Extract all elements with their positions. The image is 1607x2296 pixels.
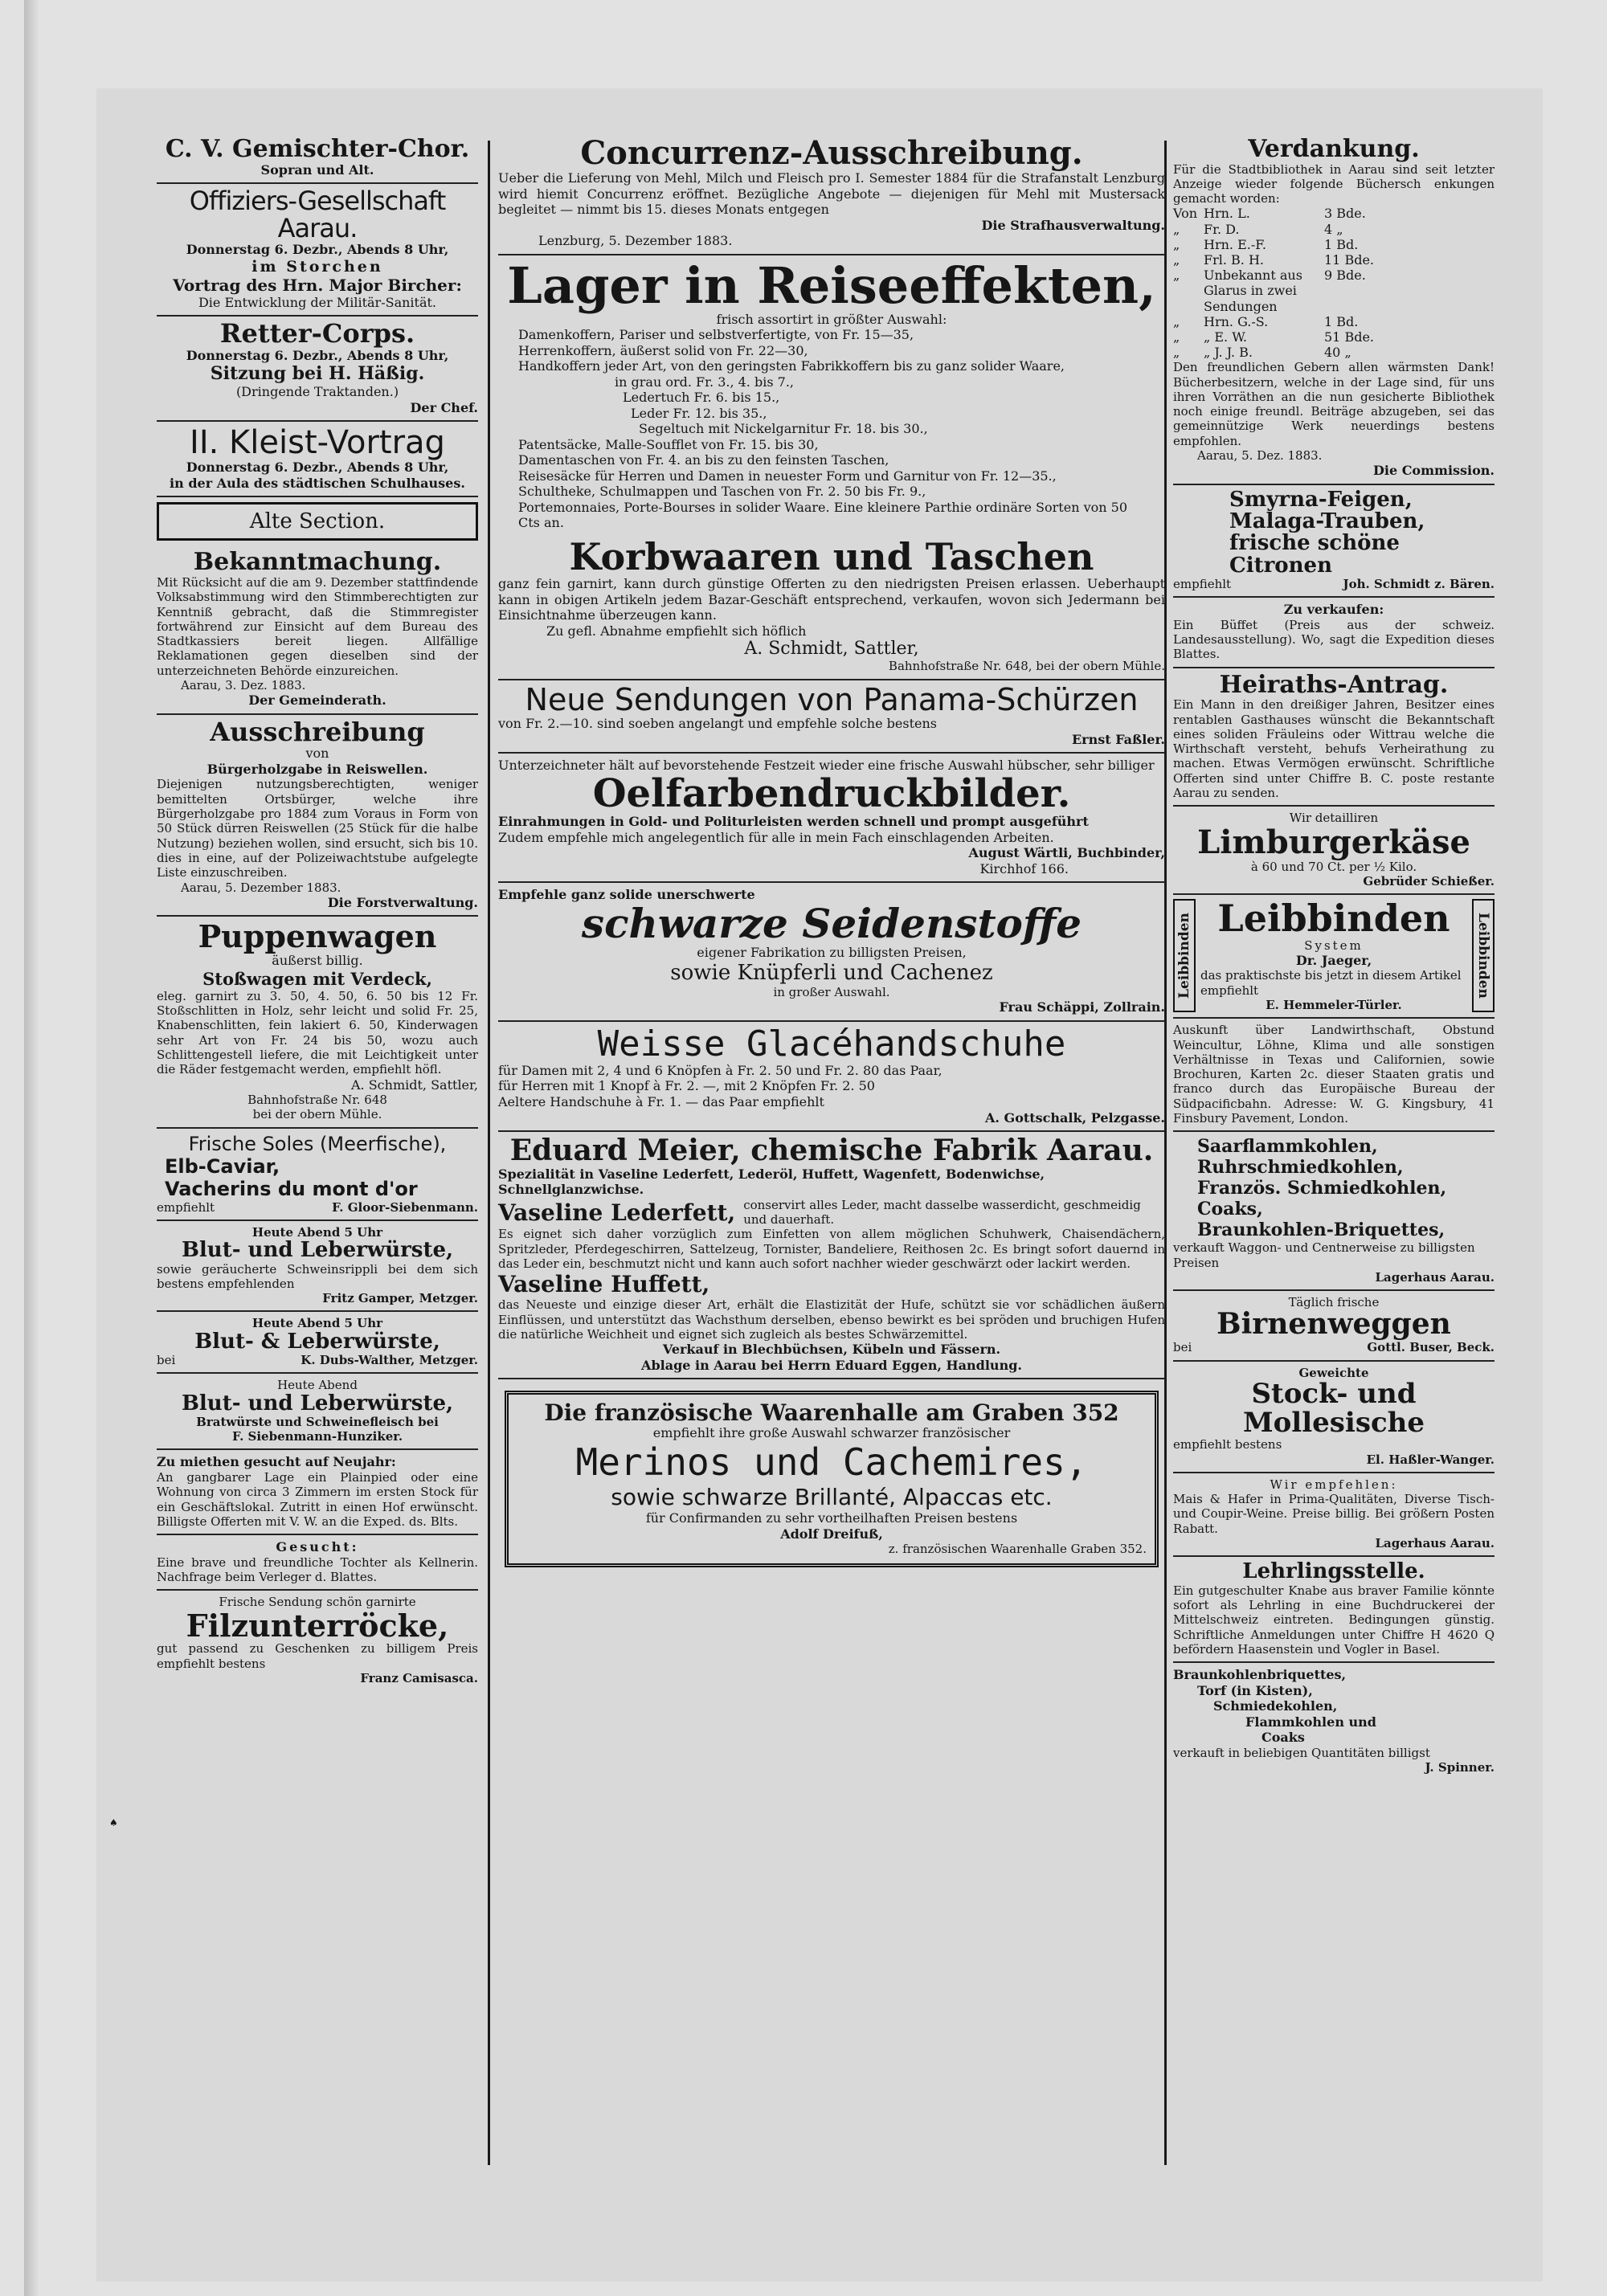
- ad-heirath: [1173, 668, 1495, 807]
- ad-title: Offiziers-Gesellschaft Aarau.: [189, 186, 446, 243]
- ad-line: Schultheke, Schulmappen und Taschen von Fr. 2. 50 bis Fr. 9.,: [518, 484, 926, 500]
- donation-count: 51 Bde.: [1324, 329, 1374, 345]
- ad-frische-soles: [157, 1129, 478, 1221]
- ad-title: Blut- & Leberwürste,: [194, 1329, 440, 1354]
- ad-title: Zu verkaufen:: [1283, 602, 1384, 618]
- ad-line: sowie Knüpferli und Cachenez: [670, 960, 993, 985]
- ad-title: Concurrenz-Ausschreibung.: [580, 134, 1083, 172]
- donation-prefix: „: [1173, 268, 1180, 284]
- donation-prefix: „: [1173, 345, 1180, 361]
- ad-line: Donnerstag 6. Dezbr., Abends 8 Uhr,: [186, 347, 449, 363]
- ad-title: Leibbinden: [1217, 897, 1450, 941]
- column-rule-left: [488, 141, 490, 2165]
- ad-line: Smyrna-Feigen,: [1229, 487, 1413, 512]
- ad-glacehandschuhe: [498, 1022, 1165, 1132]
- ad-line: Frische Soles (Meerfische),: [188, 1132, 447, 1155]
- ad-title: Heiraths-Antrag.: [1219, 670, 1449, 699]
- ad-line: Braunkohlen-Briquettes,: [1197, 1219, 1445, 1241]
- ad-braunkohlen: [1173, 1663, 1495, 1779]
- donation-count: 3 Bde.: [1324, 206, 1366, 222]
- ad-line: empfiehlt: [157, 1199, 215, 1215]
- ad-signature: El. Haßler-Wanger.: [1366, 1452, 1495, 1467]
- ad-text: Ein Mann in den dreißiger Jahren, Besitzer eines rentablen Gasthauses wünscht die Bekanntschaft eines soliden Fräuleins oder Wittrau welche die Wirthschaft versteht, behufs Verheirathung zu machen. Etwas Vermögen erwünscht. Schriftliche Offerten sind unter Chiffre B. C. poste restante Aarau zu senden.: [1173, 697, 1495, 801]
- donation-donor: Hrn. L.: [1204, 206, 1250, 222]
- ad-address: Kirchhof 166.: [979, 860, 1069, 876]
- donation-prefix: „: [1173, 236, 1180, 252]
- ad-text: eleg. garnirt zu 3. 50, 4. 50, 6. 50 bis 12 Fr. Stoßschlitten in Holz, sehr leicht und solid Fr. 25, Knabenschlitten, fein lakiert 6. 50, Kinderwagen sehr Art von Fr. 24 bis 50, wozu auch Schlittengestell liefere, die mit Leichtigkeit unter die Räder festgemacht werden, empfiehlt höfl.: [157, 988, 478, 1077]
- ad-signature: Die Forstverwaltung.: [327, 894, 478, 910]
- donation-row: [1173, 237, 1495, 252]
- donation-donor: Unbekannt aus Glarus in zwei Sendungen: [1204, 268, 1302, 314]
- ad-line: Heute Abend: [277, 1378, 358, 1393]
- ad-address: z. französischen Waarenhalle Graben 352.: [888, 1542, 1147, 1557]
- ad-signature: Lagerhaus Aarau.: [1375, 1269, 1495, 1285]
- ad-line: à 60 und 70 Ct. per ½ Kilo.: [1250, 859, 1417, 874]
- donation-prefix: „: [1173, 221, 1180, 237]
- ad-line: Herrenkoffern, äußerst solid von Fr. 22—30,: [518, 342, 808, 358]
- ad-subtitle: Vaseline Lederfett,: [498, 1199, 736, 1226]
- ad-subtitle: Vaseline Huffett,: [498, 1271, 710, 1298]
- ad-line: Heute Abend 5 Uhr: [251, 1316, 383, 1331]
- ad-birnenweggen: [1173, 1291, 1495, 1361]
- donation-row: [1173, 268, 1495, 314]
- ad-line: Vacherins du mont d'or: [165, 1177, 418, 1200]
- ad-line: in grau ord. Fr. 3., 4. bis 7.,: [615, 374, 794, 390]
- ad-line: in großer Auswahl.: [773, 984, 890, 999]
- ad-puppenwagen: [157, 917, 478, 1128]
- ad-signature: Der Chef.: [410, 399, 478, 415]
- ad-bekanntmachung: [157, 545, 478, 714]
- right-column: [1173, 133, 1495, 1779]
- ad-limburger: [1173, 807, 1495, 895]
- ad-title: Stock- und Mollesische: [1242, 1377, 1425, 1439]
- ad-line: Ledertuch Fr. 6. bis 15.,: [623, 390, 780, 406]
- donation-prefix: „: [1173, 329, 1180, 345]
- ad-line: Elb-Caviar,: [165, 1154, 280, 1178]
- ad-eduard-meier: [498, 1132, 1165, 1379]
- ad-line: Schmiedekohlen,: [1213, 1698, 1338, 1714]
- ad-line: frische schöne Citronen: [1229, 531, 1400, 578]
- ad-date: Lenzburg, 5. Dezember 1883.: [538, 233, 733, 249]
- ad-zu-verkaufen: [1173, 598, 1495, 668]
- ad-line: Damenkoffern, Pariser und selbstverfertigte, von Fr. 15—35,: [518, 327, 914, 343]
- ad-title: Limburgerkäse: [1197, 823, 1470, 861]
- ad-line: Verkauf in Blechbüchsen, Kübeln und Fässern.: [662, 1342, 1001, 1358]
- donation-row: [1173, 252, 1495, 268]
- donation-row: [1173, 329, 1495, 345]
- ad-line: System: [1304, 938, 1364, 953]
- donation-prefix: Von: [1173, 206, 1198, 222]
- ad-line: Wir empfehlen:: [1270, 1477, 1398, 1492]
- ad-signature: J. Spinner.: [1425, 1759, 1495, 1775]
- ad-seidenstoffe: [498, 883, 1165, 1021]
- ad-line: Coaks: [1261, 1730, 1305, 1746]
- ad-text: verkauft in beliebigen Quantitäten billigst: [1173, 1745, 1430, 1760]
- ad-retter-corps: [157, 317, 478, 422]
- ad-signature: Fritz Gamper, Metzger.: [322, 1291, 478, 1306]
- ad-line: Frische Sendung schön garnirte: [219, 1595, 416, 1610]
- ad-line: sowie schwarze Brillanté, Alpaccas etc.: [611, 1484, 1053, 1511]
- ad-signature: F. Siebenmann-Hunziker.: [231, 1429, 403, 1444]
- ad-line: empfiehlt: [1173, 577, 1232, 592]
- ad-reiseeffekten: [498, 255, 1165, 680]
- ad-line: Französ. Schmiedkohlen,: [1197, 1178, 1447, 1199]
- ad-line: Aeltere Handschuhe à Fr. 1. — das Paar empfiehlt: [498, 1094, 824, 1109]
- ad-line: Malaga-Trauben,: [1229, 509, 1425, 534]
- ad-signature: Die Strafhausverwaltung.: [981, 217, 1165, 233]
- ad-text: von Fr. 2.—10. sind soeben angelangt und empfehle solche bestens: [498, 716, 937, 732]
- ad-signature: Ernst Faßler.: [1071, 731, 1165, 747]
- ad-text: das Neueste und einzige dieser Art, erhält die Elastizität der Hufe, schützt sie vor schädlichen äußern Einflüssen, und unterstützt das Wachsthum derselben, ebenso bewirkt es bei spröden und bruchigen Hufen die natürliche Weichheit und eignet sich zugleich als bestes Schwärzemittel.: [498, 1297, 1165, 1342]
- ad-line: eigener Fabrikation zu billigsten Preisen,: [697, 945, 967, 961]
- ad-line: Bratwürste und Schweinefleisch bei: [196, 1414, 439, 1429]
- ad-title: Lager in Reiseeffekten,: [507, 255, 1156, 315]
- ad-zu-miethen: [157, 1450, 478, 1535]
- ad-title: Birnenweggen: [1216, 1307, 1451, 1342]
- ad-blut-leber-1: [157, 1221, 478, 1312]
- ad-title: Blut- und Leberwürste,: [181, 1238, 454, 1263]
- ad-text: Es eignet sich daher vorzüglich zum Einfetten von allem möglichen Schuhwerk, Chaisendächern, Spritzleder, Pferdegeschirren, Sattelzeug, Tornister, Bandeliere, Reithosen 2c. Es bringt sofort dauernd in das Leder ein, beschmutzt nicht und kann auch sofort nachher wieder geschwärzt oder lackirt werden.: [498, 1227, 1165, 1272]
- ad-title: Merinos und Cachemires,: [575, 1440, 1088, 1485]
- ad-signature: A. Schmidt, Sattler,: [744, 639, 919, 660]
- ad-text: Unterzeichneter hält auf bevorstehende Festzeit wieder eine frische Auswahl hübscher, sehr billiger: [498, 758, 1155, 774]
- ad-signature: Gottl. Buser, Beck.: [1367, 1340, 1495, 1355]
- ad-title: Ausschreibung: [210, 716, 425, 747]
- ad-text: Ein Büffet (Preis aus der schweiz. Landesausstellung). Wo, sagt die Expedition dieses Blattes.: [1173, 617, 1495, 662]
- ad-text: verkauft Waggon- und Centnerweise zu billigsten Preisen: [1173, 1240, 1475, 1270]
- donation-donor: Hrn. E.-F.: [1204, 236, 1266, 252]
- ad-address: bei der obern Mühle.: [252, 1107, 382, 1122]
- ad-text: An gangbarer Lage ein Plainpied oder eine Wohnung von circa 3 Zimmern im ersten Stock für ein Geschäftslokal. Zutritt in einen Hof erwünscht. Billigste Offerten mit V. W. an die Exped. ds. Blts.: [157, 1469, 478, 1529]
- ad-line: für Confirmanden zu sehr vortheilhaften Preisen bestens: [645, 1510, 1018, 1526]
- ad-line: Die Entwicklung der Militär-Sanität.: [198, 294, 437, 310]
- donation-prefix: „: [1173, 251, 1180, 268]
- ad-line: Vortrag des Hrn. Major Bircher:: [173, 275, 462, 295]
- ad-lehrling: [1173, 1557, 1495, 1663]
- ad-line: Sitzung bei H. Häßig.: [210, 363, 425, 385]
- ad-line: Torf (in Kisten),: [1197, 1682, 1313, 1698]
- ad-title: Gesucht:: [276, 1539, 359, 1555]
- donation-donor: Frl. B. H.: [1204, 251, 1265, 268]
- donation-count: 9 Bde.: [1324, 268, 1366, 284]
- ad-line: Braunkohlenbriquettes,: [1173, 1667, 1347, 1683]
- ad-signature: Lagerhaus Aarau.: [1375, 1536, 1495, 1551]
- donation-prefix: „: [1173, 313, 1180, 329]
- ad-line: Bürgerholzgabe in Reiswellen.: [206, 761, 428, 777]
- donation-count: 40 „: [1324, 345, 1351, 361]
- ad-text: Mais & Hafer in Prima-Qualitäten, Diverse Tisch- und Coupir-Weine. Preise billig. Bei größern Posten Rabatt.: [1173, 1492, 1495, 1536]
- ad-signature: Frau Schäppi, Zollrain.: [999, 999, 1165, 1015]
- ad-blut-leber-2: [157, 1312, 478, 1374]
- ad-text: Ein gutgeschulter Knabe aus braver Familie könnte sofort als Lehrling in eine Buchdruckerei der Mittelschweiz eintreten. Bedingungen günstig. Schriftliche Anmeldungen unter Chiffre H 4620 Q befördern Haasenstein und Vogler in Basel.: [1173, 1583, 1495, 1657]
- side-label: Leibbinden: [1472, 899, 1495, 1012]
- ad-signature: A. Gottschalk, Pelzgasse.: [985, 1109, 1165, 1126]
- ad-title: Die französische Waarenhalle am Graben 352: [544, 1399, 1119, 1427]
- ad-address: Bahnhofstraße Nr. 648: [247, 1093, 387, 1108]
- ad-panama: [498, 680, 1165, 754]
- ad-title: Korbwaaren und Taschen: [569, 534, 1094, 578]
- ad-date: Aarau, 5. Dez. 1883.: [1197, 448, 1323, 464]
- ad-signature: A. Schmidt, Sattler,: [350, 1077, 478, 1093]
- ad-line: empfiehlt bestens: [1173, 1437, 1282, 1452]
- ad-stockfische: [1173, 1362, 1495, 1473]
- ad-title: C. V. Gemischter-Chor.: [165, 135, 470, 163]
- ad-line: Geweichte: [1298, 1365, 1369, 1380]
- donation-list: [1173, 206, 1495, 360]
- ad-line: Heute Abend 5 Uhr: [251, 1224, 383, 1240]
- ad-title: Weisse Glacéhandschuhe: [597, 1023, 1066, 1064]
- ad-signature: Gebrüder Schießer.: [1363, 873, 1495, 889]
- middle-column: [498, 133, 1165, 1567]
- ad-line: im Storchen: [251, 257, 383, 276]
- ad-text: Einrahmungen in Gold- und Politurleisten werden schnell und prompt ausgeführt: [498, 814, 1089, 830]
- ad-line: Ablage in Aarau bei Herrn Eduard Eggen, Handlung.: [641, 1357, 1022, 1373]
- ad-line: Patentsäcke, Malle-Soufflet von Fr. 15. bis 30,: [518, 436, 819, 452]
- ad-title: II. Kleist-Vortrag: [190, 424, 445, 462]
- ad-signature: August Wärtli, Buchbinder,: [968, 845, 1165, 861]
- ad-address: Bahnhofstraße Nr. 648, bei der obern Mühle.: [888, 659, 1165, 674]
- ad-gesucht: [157, 1535, 478, 1591]
- ad-signature: E. Hemmeler-Türler.: [1266, 997, 1402, 1012]
- ad-line: Dr. Jaeger,: [1295, 952, 1372, 968]
- ad-signature: Franz Camisasca.: [360, 1671, 478, 1686]
- ad-signature: K. Dubs-Walther, Metzger.: [301, 1352, 478, 1367]
- ad-date: Aarau, 5. Dezember 1883.: [181, 880, 341, 895]
- ad-text: Eine brave und freundliche Tochter als Kellnerin. Nachfrage beim Verleger d. Blattes.: [157, 1554, 478, 1584]
- ad-line: Leder Fr. 12. bis 35.,: [631, 405, 767, 421]
- ad-alte-section: [157, 497, 478, 545]
- ad-text: conservirt alles Leder, macht dasselbe wasserdicht, geschmeidig und dauerhaft.: [743, 1197, 1141, 1228]
- ad-signature: F. Gloor-Siebenmann.: [332, 1199, 478, 1215]
- ad-title: Alte Section.: [157, 502, 478, 541]
- ad-ausschreibung: [157, 715, 478, 917]
- ad-title: Oelfarbendruckbilder.: [592, 770, 1071, 816]
- ad-line: Handkoffern jeder Art, von den geringsten Fabrikkoffern bis zu ganz solider Waare,: [518, 358, 1065, 374]
- ad-text: Für die Stadtbibliothek in Aarau sind seit letzter Anzeige wieder folgende Büchersch enkungen gemacht worden:: [1173, 161, 1495, 206]
- ad-line: Ruhrschmiedkohlen,: [1197, 1157, 1404, 1179]
- ad-line: Stoßwagen mit Verdeck,: [202, 968, 432, 989]
- left-column: [157, 133, 478, 1690]
- ad-waarenhalle-wrap: [498, 1379, 1165, 1567]
- donation-count: 11 Bde.: [1324, 251, 1374, 268]
- ad-cv-chor: [157, 133, 478, 184]
- ad-line: Segeltuch mit Nickelgarnitur Fr. 18. bis 30.,: [639, 421, 928, 437]
- ad-title: Filzunterröcke,: [186, 1607, 449, 1644]
- ad-subtitle: Sopran und Alt.: [260, 161, 374, 178]
- ad-title: Blut- und Leberwürste,: [181, 1391, 454, 1416]
- ad-line: Zu gefl. Abnahme empfiehlt sich höflich: [546, 623, 807, 639]
- ad-line: Wir detailliren: [1289, 811, 1379, 826]
- ad-signature: Adolf Dreifuß,: [780, 1526, 883, 1542]
- ad-line: Donnerstag 6. Dezbr., Abends 8 Uhr,: [186, 242, 449, 258]
- ad-title: Puppenwagen: [198, 918, 437, 955]
- ad-date: Aarau, 3. Dez. 1883.: [181, 677, 306, 692]
- scan-edge: [24, 0, 39, 2296]
- margin-mark: ♠: [109, 1817, 118, 1828]
- donation-donor: Fr. D.: [1204, 221, 1240, 237]
- ad-line: für Herren mit 1 Knopf à Fr. 2. —, mit 2 Knöpfen Fr. 2. 50: [498, 1078, 875, 1094]
- ad-mais-hafer: [1173, 1473, 1495, 1557]
- ad-line: Reisesäcke für Herren und Damen in neuester Form und Garnitur von Fr. 12—35.,: [518, 468, 1057, 484]
- donation-donor: „ J. J. B.: [1204, 345, 1253, 361]
- ad-line: bei: [1173, 1340, 1192, 1355]
- ad-line: für Damen mit 2, 4 und 6 Knöpfen à Fr. 2. 50 und Fr. 2. 80 das Paar,: [498, 1062, 943, 1078]
- ad-offiziers: [157, 184, 478, 317]
- donation-donor: Hrn. G.-S.: [1204, 313, 1269, 329]
- ad-line: empfiehlt ihre große Auswahl schwarzer französischer: [652, 1424, 1011, 1440]
- ad-line: Flammkohlen und: [1245, 1714, 1376, 1730]
- ad-text: Mit Rücksicht auf die am 9. Dezember stattfindende Volksabstimmung wird den Stimmberechtigten zur Kenntniß gebracht, daß die Stimmregister fortwährend zur Einsicht auf dem Bureau des Stadtkassiers bereit liegen. Allfällige Reklamationen gegen dieselben sind der unterzeichneten Behörde einzureichen.: [157, 574, 478, 678]
- ad-line: frisch assortirt in größter Auswahl:: [716, 311, 947, 327]
- ad-text: Zudem empfehle mich angelegentlich für alle in mein Fach einschlagenden Arbeiten.: [498, 829, 1054, 845]
- ad-line: Spezialität in Vaseline Lederfett, Lederöl, Huffett, Wagenfett, Bodenwichse, Schnellglanzwichse.: [498, 1166, 1045, 1198]
- donation-row: [1173, 222, 1495, 237]
- ad-title: Neue Sendungen von Panama-Schürzen: [525, 681, 1139, 717]
- ad-line: von: [305, 746, 329, 762]
- ad-waarenhalle: [505, 1391, 1159, 1567]
- ad-text: das praktischste bis jetzt in diesem Artikel empfiehlt: [1200, 968, 1462, 998]
- ad-title: schwarze Seidenstoffe: [581, 899, 1082, 947]
- ad-title: Bekanntmachung.: [193, 548, 442, 577]
- donation-row: [1173, 314, 1495, 329]
- ad-concurrenz: [498, 133, 1165, 255]
- ad-signature: Joh. Schmidt z. Bären.: [1343, 577, 1495, 592]
- donation-row: [1173, 345, 1495, 360]
- ad-line: Donnerstag 6. Dezbr., Abends 8 Uhr,: [186, 460, 449, 476]
- ad-text: sowie geräucherte Schweinsrippli bei dem sich bestens empfehlenden: [157, 1261, 478, 1291]
- donation-count: 1 Bd.: [1324, 236, 1359, 252]
- ad-kleist-vortrag: [157, 422, 478, 497]
- ad-line: Portemonnaies, Porte-Bourses in solider Waare. Eine kleinere Parthie ordinäre Sorten von 50 Cts an.: [518, 499, 1128, 531]
- ad-line: bei: [157, 1352, 176, 1367]
- ad-signature: Der Gemeinderath.: [248, 692, 386, 709]
- donation-row: [1173, 206, 1495, 221]
- ad-line: Damentaschen von Fr. 4. an bis zu den feinsten Taschen,: [518, 452, 889, 468]
- ad-verdankung: [1173, 133, 1495, 485]
- ad-title: Retter-Corps.: [219, 318, 415, 349]
- ad-title: Eduard Meier, chemische Fabrik Aarau.: [509, 1134, 1154, 1168]
- ad-leibbinden: [1173, 895, 1495, 1019]
- ad-line: in der Aula des städtischen Schulhauses.: [170, 475, 465, 491]
- ad-title: Zu miethen gesucht auf Neujahr:: [157, 1454, 396, 1470]
- ad-text: Den freundlichen Gebern allen wärmsten Dank! Bücherbesitzern, welche in der Lage sind, für uns ihren Vorräthen an die nun gesicherte Bibliothek noch einige freundl. Beiträge abzugeben, sei das gemeinnützige Werk neuerdings bestens empfohlen.: [1173, 360, 1495, 448]
- ad-title: Lehrlingsstelle.: [1242, 1559, 1425, 1584]
- ad-text: Diejenigen nutzungsberechtigten, weniger bemittelten Ortsbürger, welche ihre Bürgerholzgabe pro 1884 zum Voraus in Form von 50 Stück dürren Reiswellen (25 Stück für die halbe Nutzung) beziehen wollen, sind ersucht, sich bis 10. dies in eine, auf der Polizeiwachtstube aufgelegte Liste einzuschreiben.: [157, 777, 478, 880]
- ad-signature: Die Commission.: [1372, 463, 1495, 479]
- ad-line: Täglich frische: [1288, 1295, 1380, 1310]
- ad-text: ganz fein garnirt, kann durch günstige Offerten zu den niedrigsten Preisen erlassen. Ueberhaupt kann in obigen Artikeln jedem Bazar-Geschäft entsprechend, verkaufen, wovon sich Jedermann bei Einsichtnahme überzeugen kann.: [498, 576, 1165, 623]
- ad-line: Coaks,: [1197, 1199, 1263, 1220]
- ad-text: gut passend zu Geschenken zu billigem Preis empfiehlt bestens: [157, 1641, 478, 1671]
- donation-count: 4 „: [1324, 221, 1343, 237]
- donation-donor: „ E. W.: [1204, 329, 1247, 345]
- ad-smyrna: [1173, 485, 1495, 598]
- ad-kohlen: [1173, 1132, 1495, 1291]
- ad-line: Empfehle ganz solide unerschwerte: [498, 887, 755, 903]
- side-label: Leibbinden: [1173, 899, 1196, 1012]
- ad-oelfarben: [498, 754, 1165, 883]
- ad-line: äußerst billig.: [272, 953, 363, 969]
- ad-line: (Dringende Traktanden.): [235, 384, 399, 400]
- ad-text: Ueber die Lieferung von Mehl, Milch und Fleisch pro I. Semester 1884 für die Strafanstalt Lenzburg wird hiemit Concurrenz eröffnet. Bezügliche Angebote — diejenigen für Mehl mit Mustersack begleitet — nimmt bis 15. dieses Monats entgegen: [498, 170, 1165, 218]
- ad-filzunterroecke: [157, 1591, 478, 1690]
- ad-title: Verdankung.: [1248, 135, 1420, 163]
- ad-text: Auskunft über Landwirthschaft, Obstund Weincultur, Löhne, Klima und alle sonstigen Verhältnisse in Texas und Californien, sowie Brochuren, Karten 2c. dieser Staaten gratis und franco durch das Europäische Bureau der Südpacificbahn. Adresse: W. G. Kingsbury, 41 Finsbury Pavement, London.: [1173, 1023, 1495, 1126]
- ad-auskunft: [1173, 1019, 1495, 1132]
- ad-line: Saarflammkohlen,: [1197, 1136, 1378, 1158]
- ad-blut-leber-3: [157, 1374, 478, 1450]
- donation-count: 1 Bd.: [1324, 313, 1359, 329]
